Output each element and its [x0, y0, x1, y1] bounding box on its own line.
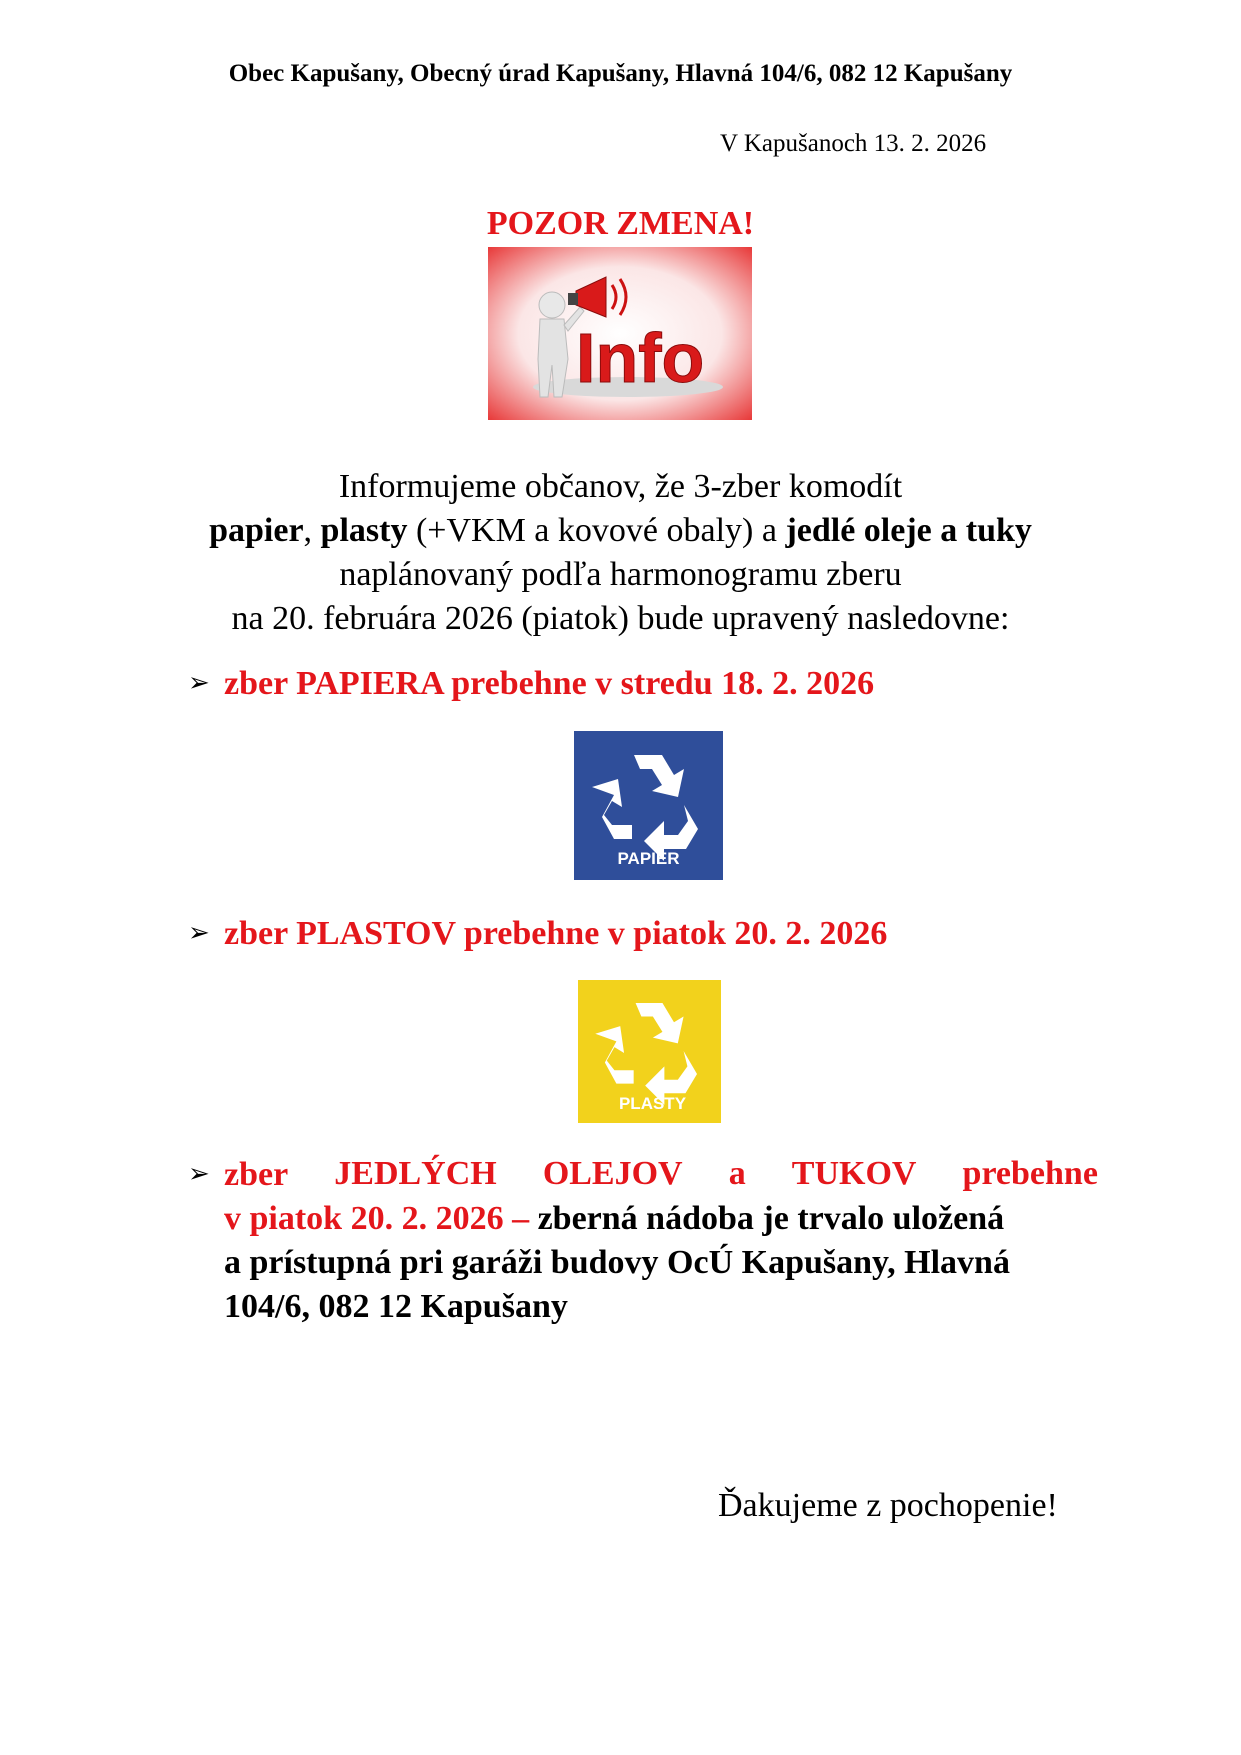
intro-paragraph — [0, 465, 1241, 641]
oils-line-1 — [188, 1152, 1098, 1197]
intro-word-papier: papier — [209, 512, 304, 549]
arrow-bullet-icon: ➢ — [188, 1159, 210, 1189]
plastic-recycle-badge — [578, 980, 727, 1123]
collection-item-plastic-text: zber PLASTOV prebehne v piatok 20. 2. 2026 — [224, 915, 888, 952]
intro-line-3: naplánovaný podľa harmonogramu zberu — [339, 556, 902, 593]
oils-word-5: TUKOV — [791, 1155, 917, 1192]
collection-item-plastic — [188, 915, 887, 953]
intro-word-oleje: jedlé oleje a tuky — [785, 512, 1032, 549]
intro-sep: , — [303, 512, 321, 549]
intro-word-plasty: plasty — [320, 512, 408, 549]
intro-mid: (+VKM a kovové obaly) a — [407, 512, 786, 549]
oils-line-2 — [188, 1197, 1098, 1241]
collection-item-paper — [188, 665, 874, 703]
plastic-badge-label: PLASTY — [618, 1094, 687, 1113]
collection-item-paper-text: zber PAPIERA prebehne v stredu 18. 2. 2026 — [224, 665, 875, 702]
collection-item-oils — [188, 1152, 1098, 1329]
oils-line-2-black: zberná nádoba je trvalo uložená — [529, 1200, 1005, 1237]
oils-word-4: a — [728, 1155, 746, 1192]
info-megaphone-image — [488, 247, 752, 420]
info-text: Info — [576, 319, 705, 397]
intro-line-2 — [0, 509, 1241, 553]
oils-word-1: zber — [224, 1156, 289, 1193]
office-address: Obec Kapušany, Obecný úrad Kapušany, Hlavná 104/6, 082 12 Kapušany — [228, 60, 1013, 87]
oils-word-3: OLEJOV — [542, 1155, 683, 1192]
intro-line-1: Informujeme občanov, že 3-zber komodít — [338, 468, 903, 505]
intro-line-4: na 20. februára 2026 (piatok) bude upravený nasledovne: — [231, 600, 1010, 637]
oils-line-2-red: v piatok 20. 2. 2026 – — [224, 1200, 530, 1237]
oils-line-4: 104/6, 082 12 Kapušany — [224, 1288, 568, 1325]
oils-word-2: JEDLÝCH — [334, 1155, 497, 1192]
arrow-bullet-icon: ➢ — [188, 918, 210, 948]
alert-title: POZOR ZMENA! — [486, 205, 755, 242]
thanks-note: Ďakujeme z pochopenie! — [718, 1487, 1058, 1524]
paper-badge-label: PAPIER — [617, 849, 680, 868]
arrow-bullet-icon: ➢ — [188, 668, 210, 698]
oils-line-3: a prístupná pri garáži budovy OcÚ Kapušany, Hlavná — [224, 1244, 1010, 1281]
oils-word-6: prebehne — [962, 1155, 1098, 1192]
date-line: V Kapušanoch 13. 2. 2026 — [720, 130, 987, 157]
paper-recycle-badge — [574, 731, 723, 880]
